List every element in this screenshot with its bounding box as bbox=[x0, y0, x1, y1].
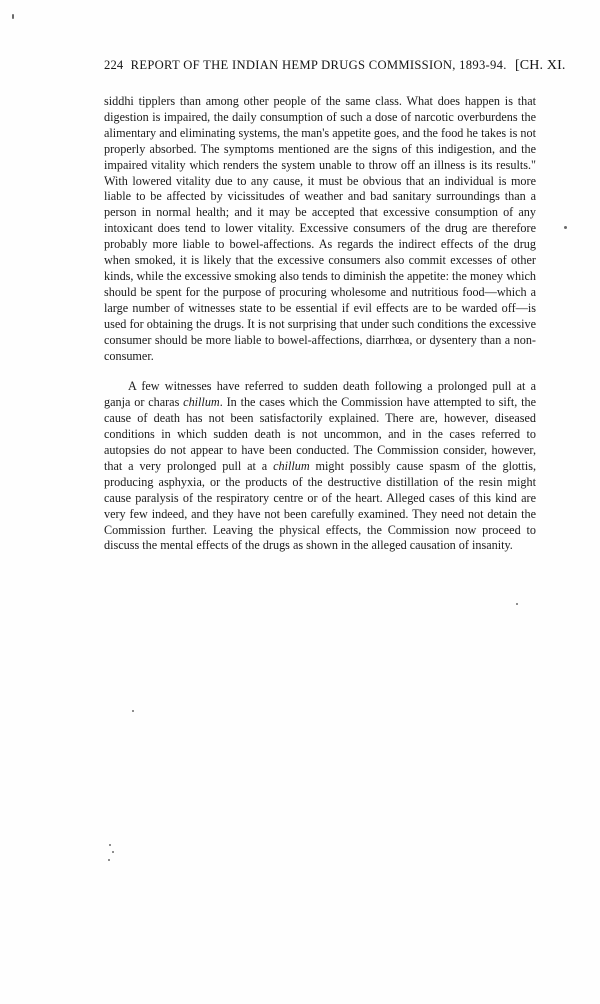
paragraph-siddhi-digestion bbox=[104, 94, 536, 364]
paragraph-text: . In the cases which the Commission have attempted to sift, the cause of death has not been satisfactorily explained. There are, however, diseased conditions in which sudden death is not uncommon, and in the cases referred to autopsies do not appear to have been conducted. The Commission consider, however, that a very prolonged pull at a bbox=[104, 395, 536, 473]
scan-speck bbox=[112, 851, 114, 853]
italic-term-chillum: chillum bbox=[183, 395, 220, 410]
scan-speck bbox=[132, 710, 134, 712]
scan-speck bbox=[109, 844, 111, 846]
paragraph-text: might possibly cause spasm of the glottis, producing asphyxia, or the products of the destructive distillation of the resin might cause paralysis of the respiratory centre or of the heart. Alleged cases of this kind are very few indeed, and they have not been carefully examined. They need not detain the Commission further. Leaving the physical effects, the Commission now proceed to discuss the mental effects of the drugs as shown in the alleged causation of insanity. bbox=[104, 458, 536, 553]
running-header bbox=[104, 58, 566, 78]
italic-term-chillum: chillum bbox=[273, 458, 310, 473]
scan-speck bbox=[12, 14, 14, 19]
page-number: 224 bbox=[104, 58, 124, 72]
running-title: REPORT OF THE INDIAN HEMP DRUGS COMMISSION, 1893-94. bbox=[130, 58, 507, 72]
report-body bbox=[104, 94, 536, 554]
paragraph-text: siddhi tipplers than among other people of the same class. What does happen is that digestion is impaired, the daily consumption of such a dose of narcotic overburdens the alimentary and eliminating systems, the man's appetite goes, and the food he takes is not properly absorbed. The symptoms mentioned are the signs of this indigestion, and the impaired vitality which renders the system unable to throw off an illness is its results." With lowered vitality due to any cause, it must be obvious that an individual is more liable to be affected by vicissitudes of weather and bad sanitary surroundings than a person in normal health; and it may be accepted that excessive consumption of any intoxicant does tend to lower vitality. Excessive consumers of the drug are therefore probably more liable to bowel-affections. As regards the indirect effects of the drug when smoked, it is likely that the excessive consumers also commit excesses of other kinds, while the excessive smoking also tends to diminish the appetite: the money which should be spent for the purpose of procuring wholesome and nutritious food—which a large number of witnesses state to be essential if evil effects are to be warded off—is used for obtaining the drugs. It is not surprising that under such conditions the excessive consumer should be more liable to bowel-affections, diarrhœa, or dysentery than a non-consumer. bbox=[104, 94, 536, 363]
paragraph-sudden-death bbox=[104, 379, 536, 554]
scan-speck bbox=[516, 603, 518, 605]
chapter-label: [CH. XI. bbox=[514, 58, 566, 73]
paragraph-text: A few witnesses have referred to sudden death following a prolonged pull at a ganja or charas bbox=[104, 379, 536, 410]
scan-speck bbox=[108, 859, 110, 861]
scan-speck bbox=[564, 226, 567, 229]
